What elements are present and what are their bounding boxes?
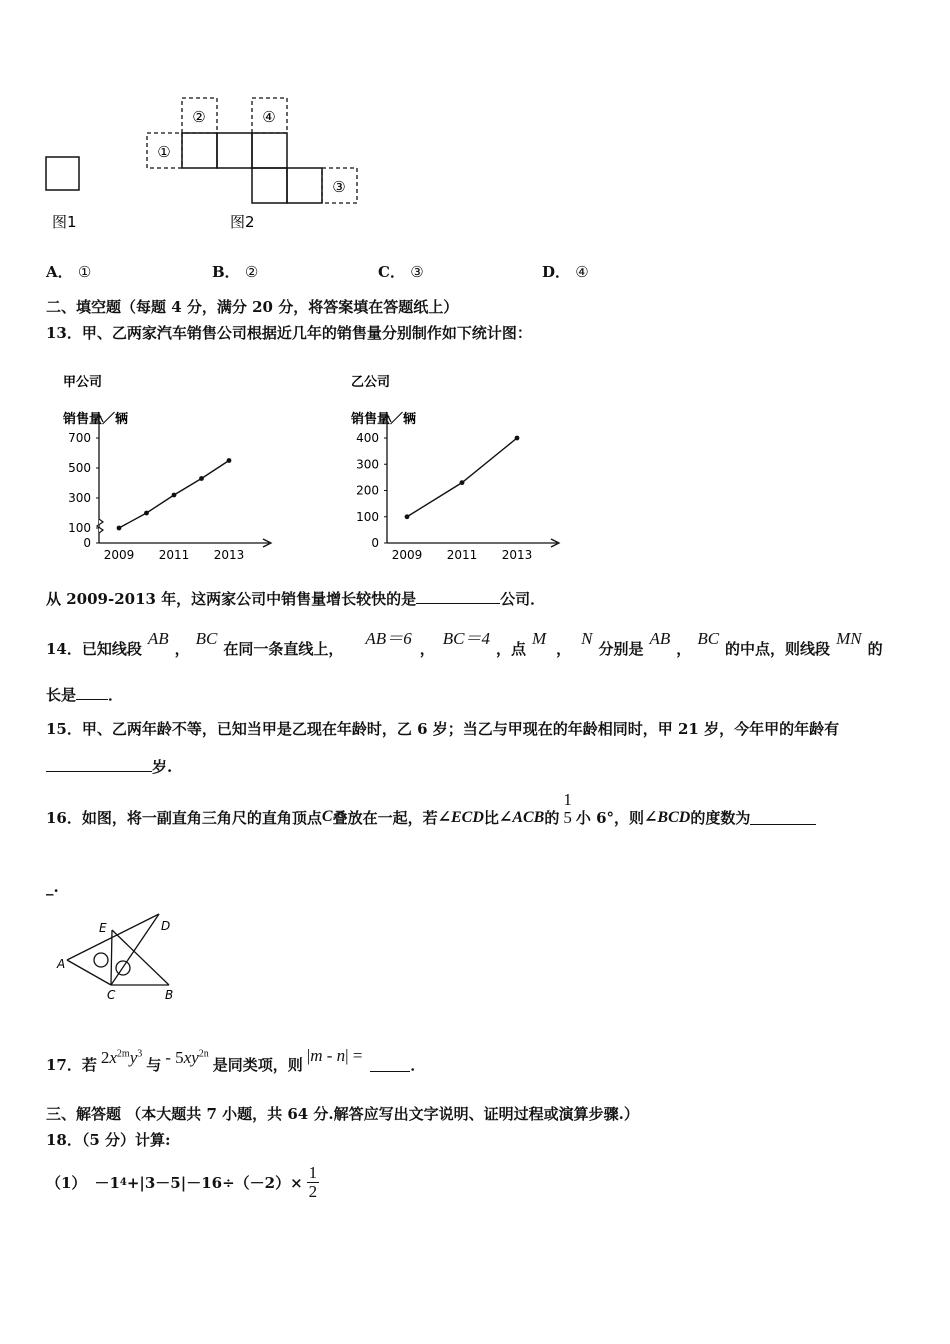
q13-answer-blank[interactable] xyxy=(416,589,500,604)
q17-abs: |m - n| = xyxy=(306,1046,363,1065)
fig1-square xyxy=(46,157,79,190)
chart-title: 乙公司 xyxy=(351,375,391,390)
y-axis-label: 销售量／辆 xyxy=(351,412,417,427)
q16-fraction: 1 5 xyxy=(563,790,572,827)
option-b[interactable]: B． ② xyxy=(212,263,259,281)
circle-4: ④ xyxy=(262,108,276,126)
y-tick-label: 300 xyxy=(356,457,379,472)
chart-jia xyxy=(55,368,290,568)
y-tick-label: 500 xyxy=(68,461,91,475)
q13-text: 13．甲、乙两家汽车销售公司根据近几年的销售量分别制作如下统计图： xyxy=(46,324,532,342)
q17-term2: - $5xy^{2n}$ xyxy=(165,1048,209,1067)
data-point xyxy=(199,476,204,481)
x-tick-label: 2009 xyxy=(391,548,423,562)
x-tick-label: 2011 xyxy=(446,548,478,562)
q16-answer-blank[interactable] xyxy=(750,810,816,825)
y-tick-label: 300 xyxy=(68,491,91,505)
data-point xyxy=(172,493,177,498)
label-b: B xyxy=(165,988,174,1002)
q16-tail: _. xyxy=(46,878,59,896)
y-tick-label: 400 xyxy=(356,431,379,445)
q15-answer-blank[interactable] xyxy=(46,757,152,772)
circle-1: ① xyxy=(157,143,171,161)
q18-fraction: $\frac{1}{2}$ xyxy=(308,1162,318,1201)
fig1-label: 图1 xyxy=(52,213,77,231)
x-tick-label: 2009 xyxy=(103,548,135,562)
label-c: C xyxy=(107,988,116,1002)
q17-line: 17．若 $2x^{2m}y^3$ 与 - $5xy^{2n}$ 是同类项，则 |m - n| = ． xyxy=(46,1046,426,1074)
data-point xyxy=(460,480,465,485)
label-a: A xyxy=(57,957,66,971)
q16-line1: 16．如图，将一副直角三角尺的直角顶点 C 叠放在一起，若 ∠ECD 比 ∠ACB 的 1 5 小 6°，则 ∠BCD 的度数为 xyxy=(46,792,816,842)
cube-net-figure xyxy=(40,95,370,240)
q14-answer-blank[interactable] xyxy=(76,685,108,700)
x-tick-label: 2011 xyxy=(158,548,190,562)
y-tick-label: 100 xyxy=(356,509,379,524)
data-point xyxy=(405,514,410,519)
option-c[interactable]: C． ③ xyxy=(378,263,424,281)
q17-term1: $2x^{2m}y^3$ xyxy=(100,1048,143,1067)
section3-title: 三、解答题 （本大题共 7 小题，共 64 分.解答应写出文字说明、证明过程或演算步骤.） xyxy=(46,1105,639,1123)
circle-2: ② xyxy=(192,108,206,126)
series-line xyxy=(407,438,517,517)
data-point xyxy=(227,458,232,463)
chart-yi xyxy=(343,368,578,568)
q18-title: 18．（5 分）计算: xyxy=(46,1131,171,1149)
q15-line2: 岁. xyxy=(46,756,172,777)
y-tick-label: 0 xyxy=(371,536,379,550)
y-tick-label: 700 xyxy=(68,431,91,445)
q15-line1: 15．甲、乙两年龄不等，已知当甲是乙现在年龄时，乙 6 岁；当乙与甲现在的年龄相同时，甲 21 岁，今年甲的年龄有 xyxy=(46,720,840,738)
section2-title: 二、填空题（每题 4 分，满分 20 分，将答案填在答题纸上） xyxy=(46,298,459,316)
circle-3: ③ xyxy=(332,178,346,196)
data-point xyxy=(117,526,122,531)
x-tick-label: 2013 xyxy=(501,548,533,562)
data-point xyxy=(144,511,149,516)
q17-answer-blank[interactable] xyxy=(370,1057,410,1072)
y-axis-label: 销售量／辆 xyxy=(63,412,129,427)
option-d[interactable]: D． ④ xyxy=(542,263,589,281)
q14-line2: 长是 ． xyxy=(46,686,124,704)
option-a[interactable]: A． ① xyxy=(46,263,92,281)
data-point xyxy=(515,436,520,441)
y-tick-label: 200 xyxy=(356,483,379,498)
axis-break xyxy=(97,519,103,533)
label-d: D xyxy=(161,919,171,933)
q14-line1: 14．已知线段AB，BC在同一条直线上，AB＝6，BC＝4，点M，N分别是AB，BC的中点，则线段MN的 xyxy=(46,629,883,658)
label-e: E xyxy=(99,921,107,935)
q13-followup: 从 2009-2013 年，这两家公司中销售量增长较快的是 公司． xyxy=(46,590,546,608)
fig2-label: 图2 xyxy=(230,213,255,231)
q18-part1: （1） －1 4 +|3－5|－16÷（－2）× $\frac{1}{2}$ xyxy=(46,1162,318,1201)
chart-title: 甲公司 xyxy=(63,375,103,390)
triangle-figure xyxy=(55,910,185,1005)
y-tick-label: 100 xyxy=(68,521,91,535)
y-tick-label: 0 xyxy=(83,536,91,550)
x-tick-label: 2013 xyxy=(213,548,245,562)
